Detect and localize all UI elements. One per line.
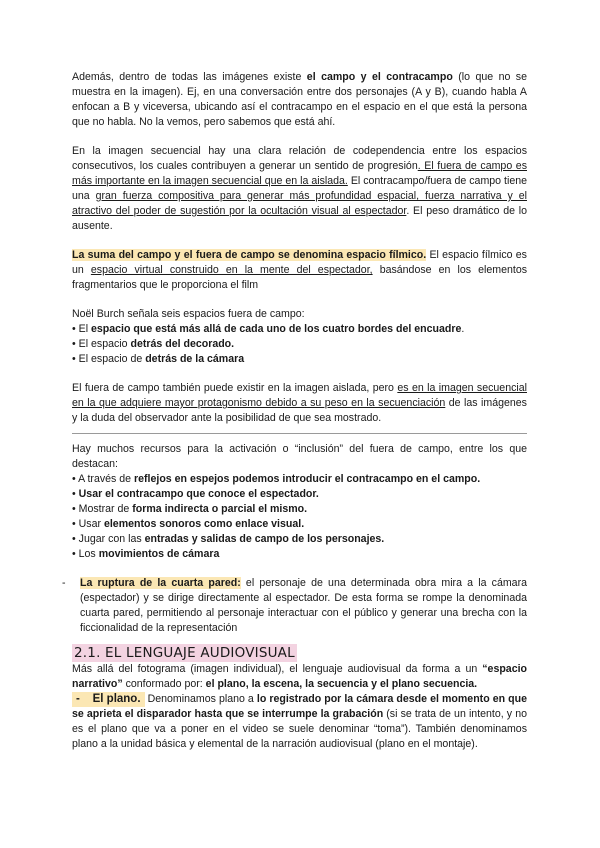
text: (si se trata de un intento, y no es el plano que va a poner en el video se suele denominar “toma”). También denominamos plano a la unidad básica y elemental de la narración audiovisual (plano en el montaje). — [72, 708, 527, 750]
bold-text: el plano, la escena, la secuencia y el plano secuencia. — [205, 678, 478, 690]
paragraph-cuarta-pared — [62, 576, 527, 636]
text: En la imagen secuencial hay una clara relación de codependencia entre los espacios consecutivos, los cuales contribuyen a generar un sentido de progresión — [72, 145, 527, 172]
text: Además, dentro de todas las imágenes existe — [72, 71, 307, 83]
fuera-de-campo-list — [72, 322, 527, 367]
highlighted-text: La ruptura de la cuarta pared: — [80, 577, 241, 589]
list-item: • Usar elementos sonoros como enlace visual. — [72, 518, 305, 530]
list-item: • Usar el contracampo que conoce el espectador. — [72, 488, 319, 500]
text: Denominamos plano a — [144, 693, 257, 705]
list-item: • El espacio que está más allá de cada uno de los cuatro bordes del encuadre. — [72, 323, 465, 335]
paragraph-campo-contracampo — [72, 70, 527, 130]
text: El espacio fílmico es un — [72, 249, 527, 276]
text: el personaje de una determinada obra mira a la cámara (espectador) y se dirige directamente al espectador. De esta forma se rompe la denominada cuarta pared, permitiendo al personaje interactuar con el público y generar una brecha con la ficcionalidad de la representación — [80, 577, 527, 634]
list-item: • Jugar con las entradas y salidas de campo de los personajes. — [72, 533, 385, 545]
horizontal-divider — [72, 433, 527, 434]
underlined-text: . El fuera de campo es más importante en la imagen secuencial que en la aislada. — [72, 160, 527, 187]
highlighted-text: La suma del campo y el fuera de campo se denomina espacio fílmico. — [72, 249, 427, 261]
paragraph-noel-burch-intro: Noël Burch señala seis espacios fuera de campo: — [72, 308, 305, 320]
text: . El peso dramático de lo ausente. — [72, 205, 527, 232]
dash-bullet: - — [62, 577, 66, 589]
text: El contracampo/fuera de campo tiene una — [72, 175, 527, 202]
bold-text: lo registrado por la cámara desde el momento en que se aprieta el disparador hasta que se interrumpe la grabación — [72, 693, 527, 720]
list-item: • Mostrar de forma indirecta o parcial el mismo. — [72, 503, 308, 515]
underlined-text: es en la imagen secuencial en la que adquiere mayor protagonismo debido a su peso en la secuenciación — [72, 382, 527, 409]
paragraph-lenguaje-audiovisual — [72, 662, 527, 692]
paragraph-imagen-secuencial — [72, 144, 527, 234]
text: (lo que no se muestra en la imagen). Ej, en una conversación entre dos personajes (A y B), cuando habla A enfocan a B y viceversa, ubicando así el contracampo en el espacio en el que está la persona que no habla. No la vemos, pero sabemos que está ahí. — [72, 71, 527, 128]
text: El fuera de campo también puede existir en la imagen aislada, pero — [72, 382, 398, 394]
text: de las imágenes y la duda del observador ante la posibilidad de que sea mostrado. — [72, 397, 527, 424]
paragraph-el-plano — [72, 692, 527, 752]
list-item: • Los movimientos de cámara — [72, 548, 220, 560]
bold-text: “espacio narrativo” — [72, 663, 527, 690]
text: Más allá del fotograma (imagen individual), el lenguaje audiovisual da forma a un — [72, 663, 483, 675]
underlined-text: espacio virtual construido en la mente del espectador, — [90, 264, 373, 276]
paragraph-recursos-intro: Hay muchos recursos para la activación o “inclusión” del fuera de campo, entre los que destacan: — [72, 443, 527, 470]
section-heading: 2.1. EL LENGUAJE AUDIOVISUAL — [74, 645, 295, 661]
text: basándose en los elementos fragmentarios que le proporciona el film — [72, 264, 528, 291]
paragraph-espacio-filmico — [72, 248, 527, 293]
bold-text: el campo y el contracampo — [306, 71, 453, 83]
list-item: • El espacio detrás del decorado. — [72, 338, 235, 350]
highlighted-heading: - El plano. — [72, 692, 145, 707]
recursos-list — [72, 472, 527, 562]
paragraph-imagen-aislada — [72, 381, 527, 426]
text: conformado por: — [122, 678, 206, 690]
underlined-text: gran fuerza compositiva para generar más profundidad espacial, fuerza narrativa y el atractivo del poder de sugestión por la ocultación visual al espectador — [72, 190, 527, 217]
list-item: • A través de reflejos en espejos podemos introducir el contracampo en el campo. — [72, 473, 481, 485]
list-item: • El espacio de detrás de la cámara — [72, 353, 245, 365]
page-content — [62, 70, 528, 752]
